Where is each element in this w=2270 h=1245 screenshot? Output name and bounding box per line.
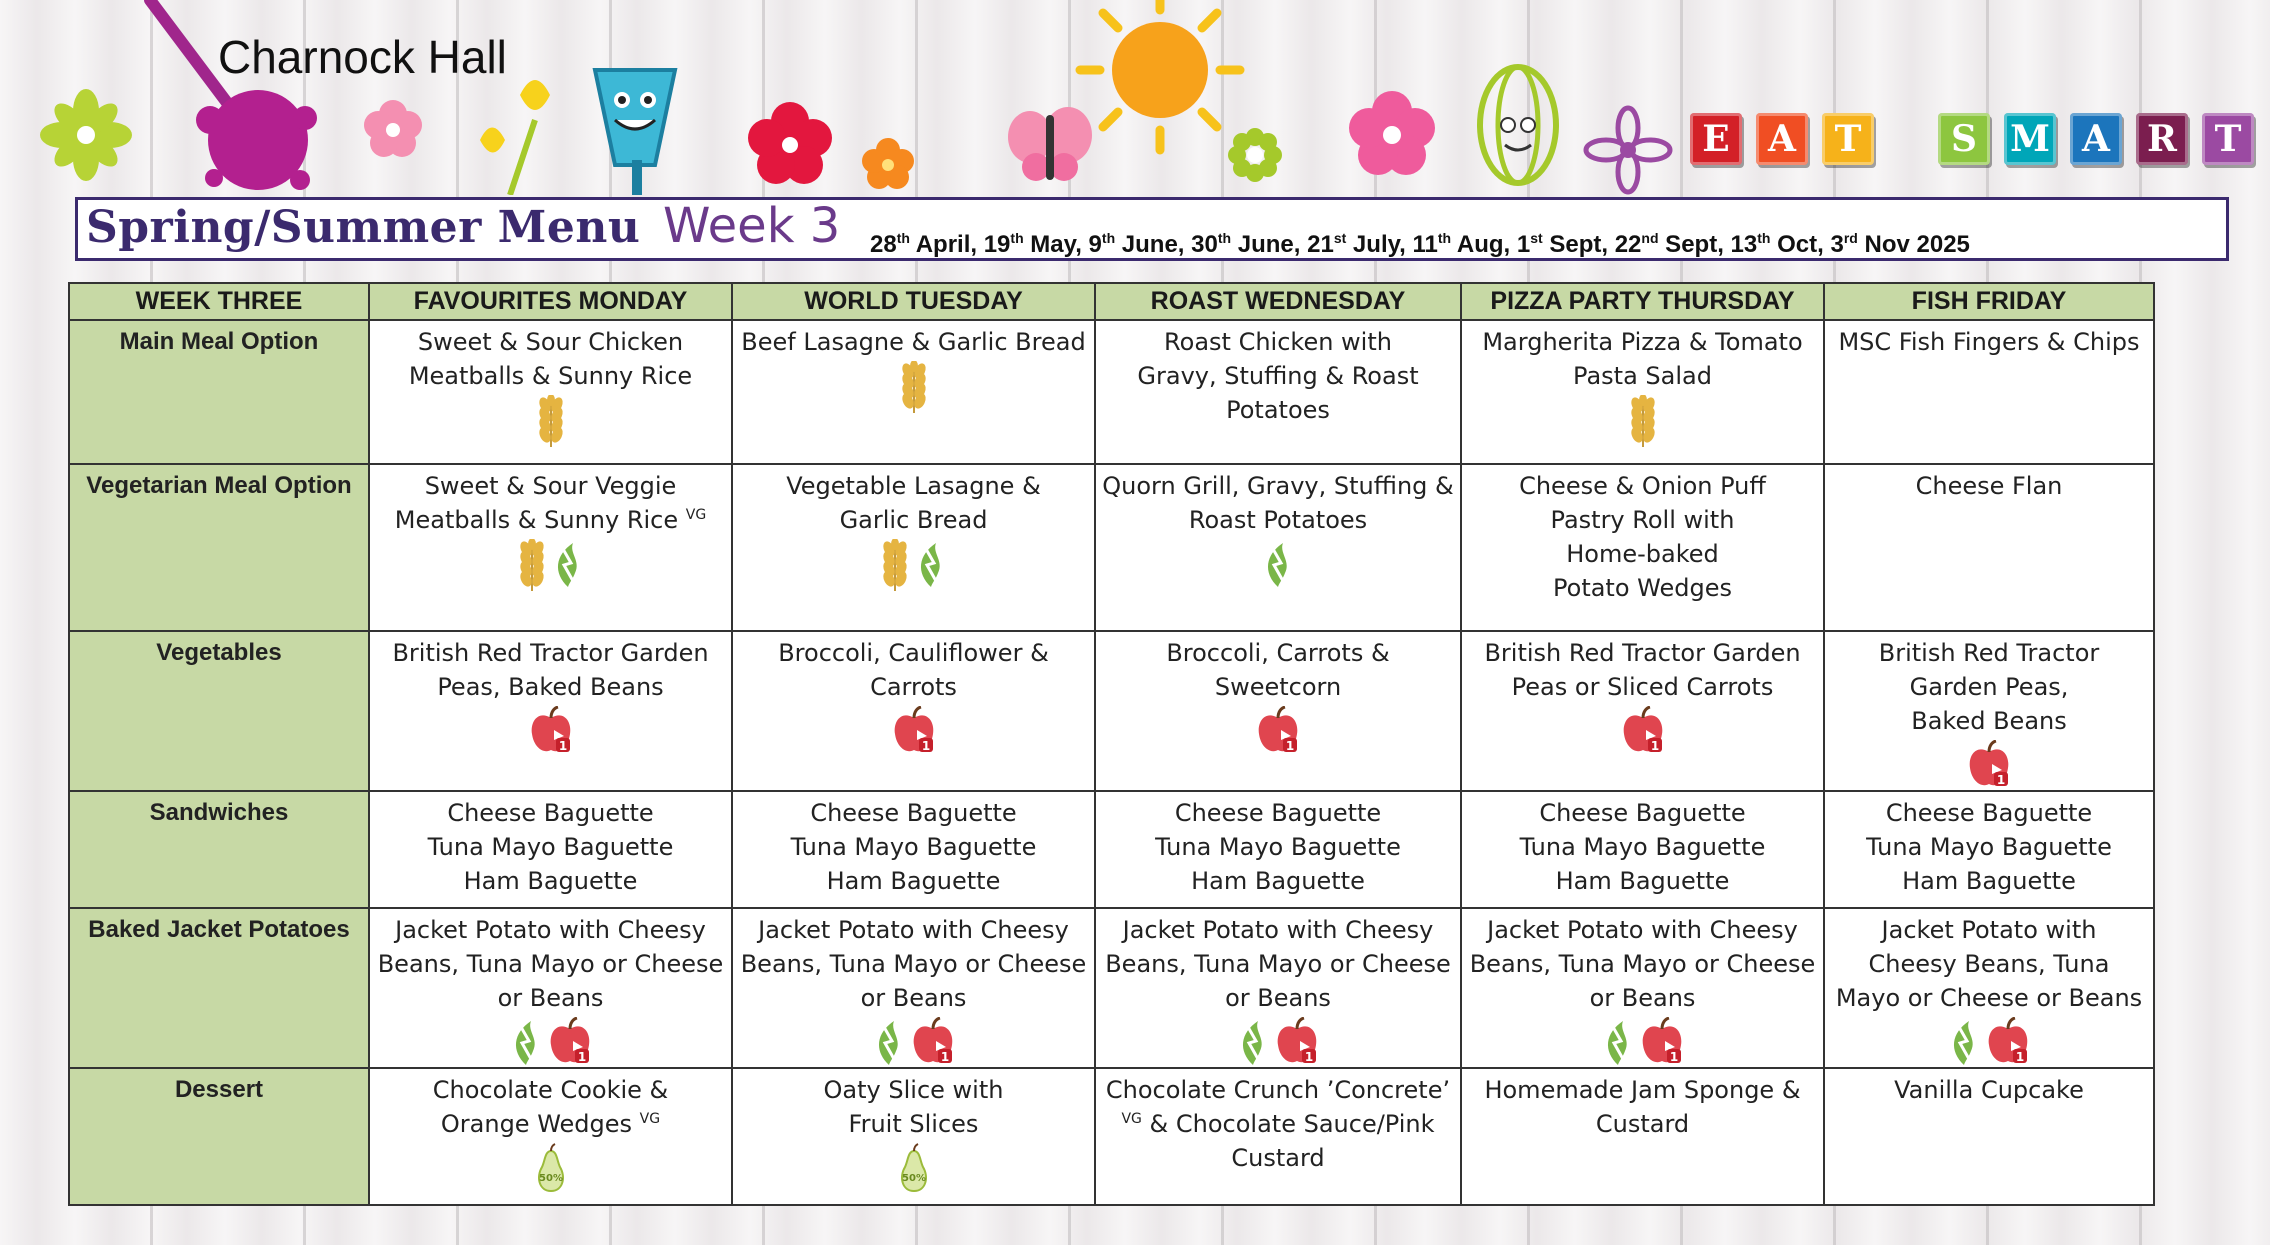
flower-icon [40, 89, 132, 181]
dietary-icons [1102, 539, 1454, 589]
svg-text:1: 1 [1285, 739, 1295, 753]
dish-text: Cheese Baguette Tuna Mayo Baguette Ham Baguette [1519, 799, 1766, 895]
apple-icon [528, 706, 574, 756]
veg-leaf-icon [1601, 1017, 1635, 1067]
logo-tile: R [2136, 113, 2188, 165]
flower-icon [1228, 128, 1282, 182]
menu-row [69, 791, 2154, 908]
svg-text:1: 1 [558, 739, 567, 753]
banner-date: 21st July, [1307, 230, 1413, 258]
dish-text: Vegetable Lasagne & Garlic Bread [786, 472, 1041, 534]
svg-text:1: 1 [1650, 739, 1659, 753]
dish-text: Homemade Jam Sponge & Custard [1484, 1076, 1801, 1138]
dish-text: Cheese Baguette Tuna Mayo Baguette Ham Baguette [427, 799, 674, 895]
apple-icon [1620, 706, 1666, 756]
dietary-icons [376, 1143, 725, 1195]
eat-smart-logo [1690, 113, 2268, 165]
dish-text: Jacket Potato with Cheesy Beans, Tuna Mayo or Cheese or Beans [1105, 916, 1451, 1012]
dish-text: Jacket Potato with Cheesy Beans, Tuna Mayo or Cheese or Beans [1835, 916, 2143, 1012]
wheat-icon [536, 395, 566, 449]
menu-cell [732, 320, 1095, 464]
spatula-icon [595, 70, 675, 195]
menu-cell [369, 464, 732, 631]
veg-leaf-icon [1261, 539, 1295, 589]
dish-text: Beef Lasagne & Garlic Bread [741, 328, 1086, 356]
svg-text:1: 1 [1996, 773, 2006, 787]
dish-text: Jacket Potato with Cheesy Beans, Tuna Mayo or Cheese or Beans [740, 916, 1087, 1012]
svg-text:1: 1 [940, 1050, 949, 1064]
dish-text: Cheese Baguette Tuna Mayo Baguette Ham Baguette [1866, 799, 2112, 895]
dish-text: British Red Tractor Garden Peas, Baked Beans [1878, 639, 2100, 735]
menu-cell [1095, 320, 1461, 464]
wheat-icon [880, 539, 910, 593]
logo-gap [1888, 113, 1924, 165]
dietary-icons [739, 706, 1088, 756]
menu-cell [1095, 791, 1461, 908]
wheat-icon [899, 361, 929, 415]
whisk-icon [1480, 67, 1556, 183]
menu-cell [1461, 1068, 1824, 1205]
banner-date: 22nd Sept, [1614, 230, 1731, 258]
menu-cell [369, 1068, 732, 1205]
dish-text: Margherita Pizza & Tomato Pasta Salad [1482, 328, 1803, 390]
logo-tile: A [2070, 113, 2122, 165]
dish-text: Vanilla Cupcake [1894, 1076, 2084, 1104]
dietary-icons [739, 361, 1088, 415]
apple-icon [1639, 1017, 1685, 1067]
dish-text: Cheese Baguette Tuna Mayo Baguette Ham Baguette [1155, 799, 1401, 895]
dietary-icons [376, 706, 725, 756]
svg-text:50%: 50% [901, 1173, 926, 1184]
dish-text: Cheese Baguette Tuna Mayo Baguette Ham Baguette [790, 799, 1037, 895]
dish-text: Broccoli, Cauliflower & Carrots [778, 639, 1049, 701]
menu-cell [1095, 631, 1461, 791]
tulip-icon [480, 80, 550, 195]
flower-icon [862, 138, 914, 189]
logo-tile: T [2202, 113, 2254, 165]
veg-leaf-icon [1947, 1017, 1981, 1067]
menu-cell [369, 908, 732, 1068]
apple-icon [1985, 1017, 2031, 1067]
day-header: FAVOURITES MONDAY [369, 283, 732, 320]
vegan-marker: VG [639, 1111, 661, 1127]
banner-date: 19th May, [983, 230, 1089, 258]
menu-cell [369, 631, 732, 791]
menu-cell [732, 464, 1095, 631]
day-header: WORLD TUESDAY [732, 283, 1095, 320]
dish-text: Jacket Potato with Cheesy Beans, Tuna Mayo or Cheese or Beans [1469, 916, 1816, 1012]
menu-cell [1095, 1068, 1461, 1205]
dish-text: Chocolate Crunch ’Concrete’ $^{VG}$ & Chocolate Sauce/Pink Custard [1105, 1076, 1451, 1172]
flower-icon [1586, 108, 1670, 192]
menu-cell [1461, 908, 1824, 1068]
corner-header: WEEK THREE [69, 283, 369, 320]
menu-cell [1461, 320, 1824, 464]
dietary-icons [1468, 395, 1817, 449]
wheat-icon [1628, 395, 1658, 449]
logo-tile: A [1756, 113, 1808, 165]
row-label: Vegetarian Meal Option [69, 464, 369, 631]
veg-leaf-icon [914, 539, 948, 593]
menu-cell [732, 631, 1095, 791]
veg-leaf-icon [872, 1017, 906, 1067]
dietary-icons [1468, 706, 1817, 756]
apple-icon [910, 1017, 956, 1067]
dish-text: Sweet & Sour Chicken Meatballs & Sunny Rice [408, 328, 693, 390]
menu-cell [1824, 1068, 2154, 1205]
banner-date: 11th Aug, [1412, 230, 1517, 258]
menu-cell [1461, 791, 1824, 908]
veg-leaf-icon [509, 1017, 543, 1067]
dietary-icons [739, 539, 1088, 593]
dish-text: British Red Tractor Garden Peas or Sliced Carrots [1484, 639, 1801, 701]
banner-date: 3rd Nov 2025 [1830, 230, 1970, 258]
row-label: Main Meal Option [69, 320, 369, 464]
banner-title: Spring/Summer Menu [86, 202, 641, 253]
menu-cell [732, 1068, 1095, 1205]
dietary-icons [739, 1017, 1088, 1067]
menu-cell [1824, 791, 2154, 908]
dish-text: Chocolate Cookie & Orange Wedges $^{VG}$ [432, 1076, 669, 1138]
flower-icon [364, 100, 422, 157]
menu-row [69, 1068, 2154, 1205]
svg-text:1: 1 [1669, 1050, 1678, 1064]
menu-cell [1824, 464, 2154, 631]
row-label: Sandwiches [69, 791, 369, 908]
dietary-icons [1102, 706, 1454, 756]
menu-banner [75, 197, 2229, 261]
menu-cell [1095, 464, 1461, 631]
menu-cell [1095, 908, 1461, 1068]
dietary-icons [739, 1143, 1088, 1195]
butterfly-icon [1008, 107, 1092, 181]
dietary-icons [1468, 1017, 1817, 1067]
logo-tile: T [1822, 113, 1874, 165]
svg-text:1: 1 [921, 739, 930, 753]
day-header: ROAST WEDNESDAY [1095, 283, 1461, 320]
flower-icon [1349, 91, 1435, 175]
apple-icon [1255, 706, 1301, 756]
pear-icon [533, 1143, 569, 1195]
dish-text: MSC Fish Fingers & Chips [1838, 328, 2140, 356]
day-header: PIZZA PARTY THURSDAY [1461, 283, 1824, 320]
sun-icon [1080, 0, 1240, 150]
dietary-icons [376, 395, 725, 449]
dietary-icons [1831, 1017, 2147, 1067]
day-header: FISH FRIDAY [1824, 283, 2154, 320]
dish-text: Jacket Potato with Cheesy Beans, Tuna Mayo or Cheese or Beans [377, 916, 724, 1012]
menu-cell [369, 320, 732, 464]
row-label: Vegetables [69, 631, 369, 791]
dish-text: Cheese Flan [1915, 472, 2063, 500]
menu-row [69, 631, 2154, 791]
menu-cell [732, 908, 1095, 1068]
menu-cell [1824, 320, 2154, 464]
logo-tile: E [1690, 113, 1742, 165]
apple-icon [891, 706, 937, 756]
veg-leaf-icon [551, 539, 585, 593]
row-label: Dessert [69, 1068, 369, 1205]
vegan-marker: VG [1121, 1111, 1142, 1127]
apple-icon [1274, 1017, 1320, 1067]
banner-date: 9th June, [1088, 230, 1192, 258]
dish-text: Quorn Grill, Gravy, Stuffing & Roast Potatoes [1102, 472, 1454, 534]
svg-text:1: 1 [2015, 1050, 2025, 1064]
banner-dates [870, 230, 1970, 259]
menu-cell [1824, 631, 2154, 791]
banner-date: 28th April, [870, 230, 984, 258]
row-label: Baked Jacket Potatoes [69, 908, 369, 1068]
dietary-icons [1102, 1017, 1454, 1067]
menu-cell [369, 791, 732, 908]
svg-text:50%: 50% [538, 1173, 563, 1184]
svg-text:1: 1 [577, 1050, 586, 1064]
dish-text: Broccoli, Carrots & Sweetcorn [1166, 639, 1390, 701]
menu-table [68, 282, 2155, 1206]
logo-tile: S [1938, 113, 1990, 165]
menu-row [69, 908, 2154, 1068]
splat-spoon-icon [150, 0, 317, 190]
menu-cell [1824, 908, 2154, 1068]
menu-row [69, 464, 2154, 631]
dish-text: British Red Tractor Garden Peas, Baked Beans [392, 639, 709, 701]
menu-cell [732, 791, 1095, 908]
dish-text: Oaty Slice with Fruit Slices [823, 1076, 1004, 1138]
pear-icon [896, 1143, 932, 1195]
header-row [69, 283, 2154, 320]
dietary-icons [376, 539, 725, 593]
banner-week: Week 3 [663, 198, 841, 254]
apple-icon [547, 1017, 593, 1067]
menu-row [69, 320, 2154, 464]
menu-cell [1461, 631, 1824, 791]
banner-date: 30th June, [1191, 230, 1308, 258]
banner-date: 13th Oct, [1730, 230, 1831, 258]
vegan-marker: VG [685, 507, 707, 523]
dish-text: Cheese & Onion Puff Pastry Roll with Home-baked Potato Wedges [1519, 472, 1766, 602]
wheat-icon [517, 539, 547, 593]
flower-icon [748, 102, 832, 184]
dietary-icons [1831, 740, 2147, 790]
banner-date: 1st Sept, [1516, 230, 1615, 258]
veg-leaf-icon [1236, 1017, 1270, 1067]
dietary-icons [376, 1017, 725, 1067]
dish-text: Sweet & Sour Veggie Meatballs & Sunny Rice $^{VG}$ [394, 472, 707, 534]
logo-tile: M [2004, 113, 2056, 165]
apple-icon [1966, 740, 2012, 790]
school-name: Charnock Hall [218, 31, 507, 83]
dish-text: Roast Chicken with Gravy, Stuffing & Roast Potatoes [1137, 328, 1419, 424]
menu-cell [1461, 464, 1824, 631]
svg-text:1: 1 [1304, 1050, 1314, 1064]
